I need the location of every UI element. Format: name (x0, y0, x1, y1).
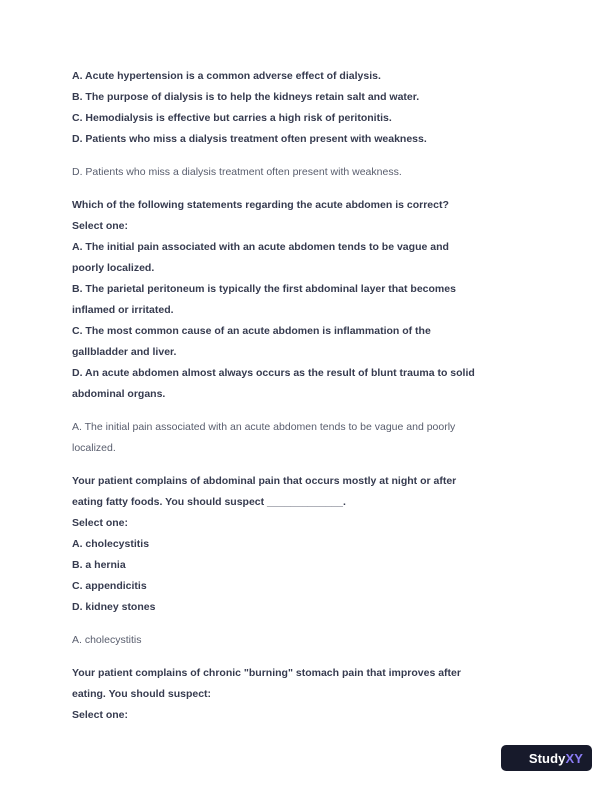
text-line: B. The parietal peritoneum is typically the first abdominal layer that becomes (72, 283, 456, 295)
text-line: D. An acute abdomen almost always occurs as the result of blunt trauma to solid (72, 367, 475, 379)
question-block (72, 66, 540, 150)
brand-wordmark (529, 752, 583, 765)
text-line: inflamed or irritated. (72, 304, 174, 316)
text-line: localized. (72, 442, 116, 454)
text-line: C. appendicitis (72, 580, 147, 592)
text-line: A. cholecystitis (72, 634, 142, 646)
text-line: Select one: (72, 517, 129, 529)
text-line: abdominal organs. (72, 388, 166, 400)
text-line: Your patient complains of chronic "burning" stomach pain that improves after (72, 667, 461, 679)
question-block (72, 195, 540, 405)
text-line: eating fatty foods. You should suspect _____________. (72, 496, 346, 508)
text-line: gallbladder and liver. (72, 346, 177, 358)
text-line: D. Patients who miss a dialysis treatment often present with weakness. (72, 133, 427, 145)
text-line: B. The purpose of dialysis is to help the kidneys retain salt and water. (72, 91, 420, 103)
question-block (72, 471, 540, 618)
text-line: D. Patients who miss a dialysis treatment often present with weakness. (72, 166, 402, 178)
brand-primary-text: Study (528, 750, 566, 766)
text-line: C. The most common cause of an acute abdomen is inflammation of the (72, 325, 431, 337)
text-line: Select one: (72, 709, 129, 721)
answer-block (72, 162, 540, 183)
text-line: A. The initial pain associated with an acute abdomen tends to be vague and poorly (72, 421, 456, 433)
text-line: Which of the following statements regarding the acute abdomen is correct? (72, 199, 449, 211)
text-line: Select one: (72, 220, 129, 232)
text-line: B. a hernia (72, 559, 126, 571)
document-content (72, 66, 540, 726)
text-line: eating. You should suspect: (72, 688, 212, 700)
text-line: Your patient complains of abdominal pain that occurs mostly at night or after (72, 475, 457, 487)
text-line: C. Hemodialysis is effective but carries a high risk of peritonitis. (72, 112, 392, 124)
text-line: A. Acute hypertension is a common adverse effect of dialysis. (72, 70, 381, 82)
plus-icon (509, 751, 524, 766)
text-line: A. The initial pain associated with an acute abdomen tends to be vague and (72, 241, 449, 253)
text-line: A. cholecystitis (72, 538, 150, 550)
brand-accent-text: XY (565, 750, 583, 766)
answer-block (72, 417, 540, 459)
studyxy-logo-badge (501, 745, 592, 771)
answer-block (72, 630, 540, 651)
text-line: poorly localized. (72, 262, 155, 274)
question-block (72, 663, 540, 726)
text-line: D. kidney stones (72, 601, 156, 613)
